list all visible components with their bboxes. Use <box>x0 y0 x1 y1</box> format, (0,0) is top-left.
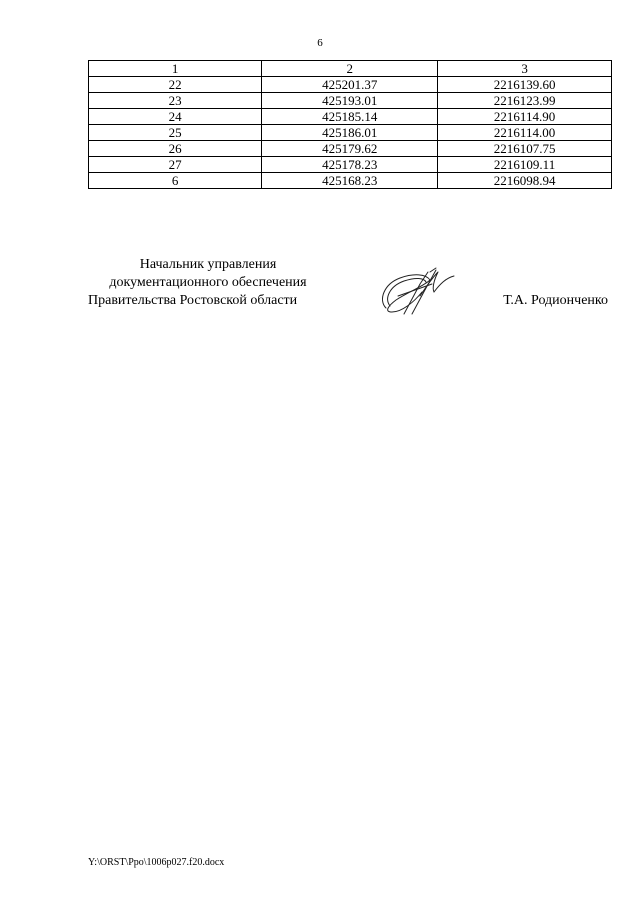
handwritten-signature <box>374 262 470 318</box>
table-row <box>89 157 612 173</box>
y-coordinate-cell: 2216109.11 <box>438 157 612 173</box>
x-coordinate-cell: 425185.14 <box>262 109 438 125</box>
signatory-title-line: Правительства Ростовской области <box>88 293 298 308</box>
point-number-cell: 23 <box>89 93 262 109</box>
signatory-title-line: Начальник управления <box>139 257 277 272</box>
y-coordinate-cell: 2216114.00 <box>438 125 612 141</box>
x-coordinate-cell: 425178.23 <box>262 157 438 173</box>
x-coordinate-cell: 425186.01 <box>262 125 438 141</box>
table-header-row <box>89 61 612 77</box>
y-coordinate-cell: 2216139.60 <box>438 77 612 93</box>
signatory-name: Т.А. Родионченко <box>503 293 608 308</box>
column-header: 3 <box>438 61 612 77</box>
y-coordinate-cell: 2216107.75 <box>438 141 612 157</box>
x-coordinate-cell: 425168.23 <box>262 173 438 189</box>
coordinates-table <box>88 60 612 189</box>
y-coordinate-cell: 2216123.99 <box>438 93 612 109</box>
point-number-cell: 22 <box>89 77 262 93</box>
point-number-cell: 27 <box>89 157 262 173</box>
table-row <box>89 125 612 141</box>
x-coordinate-cell: 425179.62 <box>262 141 438 157</box>
point-number-cell: 25 <box>89 125 262 141</box>
point-number-cell: 26 <box>89 141 262 157</box>
y-coordinate-cell: 2216114.90 <box>438 109 612 125</box>
table-row <box>89 141 612 157</box>
table-row <box>89 93 612 109</box>
signatory-title-line: документационного обеспечения <box>109 275 307 290</box>
file-path-footer: Y:\ORST\Ppo\1006p027.f20.docx <box>88 857 225 868</box>
table-row <box>89 173 612 189</box>
point-number-cell: 24 <box>89 109 262 125</box>
table-row <box>89 77 612 93</box>
signatory-title <box>88 256 328 310</box>
y-coordinate-cell: 2216098.94 <box>438 173 612 189</box>
page-number: 6 <box>317 37 323 49</box>
point-number-cell: 6 <box>89 173 262 189</box>
x-coordinate-cell: 425193.01 <box>262 93 438 109</box>
table-row <box>89 109 612 125</box>
column-header: 1 <box>89 61 262 77</box>
x-coordinate-cell: 425201.37 <box>262 77 438 93</box>
column-header: 2 <box>262 61 438 77</box>
